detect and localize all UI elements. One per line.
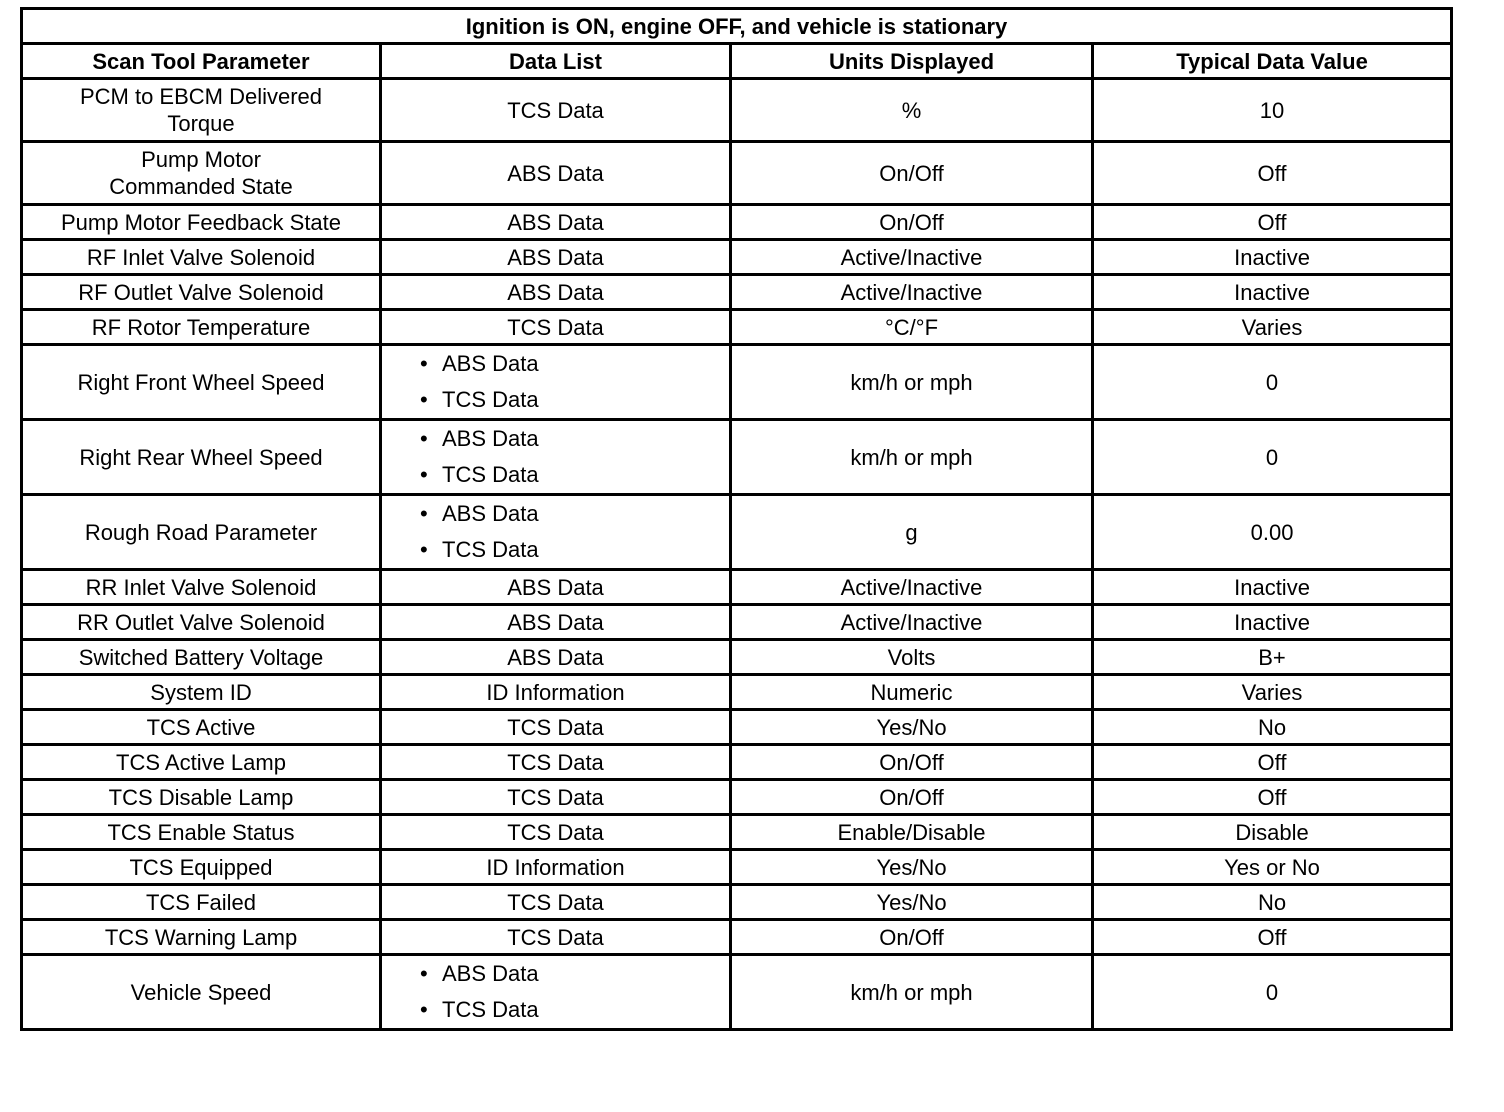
cell-units-displayed: Yes/No [731,710,1093,745]
cell-typical-data-value: Varies [1093,310,1452,345]
cell-scan-tool-parameter: Right Front Wheel Speed [22,345,381,420]
cell-scan-tool-parameter: TCS Active [22,710,381,745]
cell-data-list: TCS Data [381,780,731,815]
cell-typical-data-value: Off [1093,780,1452,815]
cell-scan-tool-parameter: RR Outlet Valve Solenoid [22,605,381,640]
cell-units-displayed: Numeric [731,675,1093,710]
cell-data-list: TCS Data [381,710,731,745]
cell-units-displayed: On/Off [731,745,1093,780]
cell-data-list: TCS Data [381,920,731,955]
data-list-item: • TCS Data [420,457,725,493]
cell-data-list: ABS Data [381,142,731,205]
cell-typical-data-value: 0 [1093,345,1452,420]
table-row [22,710,1452,745]
cell-scan-tool-parameter: System ID [22,675,381,710]
cell-data-list: ABS Data [381,275,731,310]
header-data-list: Data List [381,44,731,79]
table-row [22,675,1452,710]
cell-scan-tool-parameter: Vehicle Speed [22,955,381,1030]
cell-data-list: TCS Data [381,310,731,345]
cell-units-displayed: Enable/Disable [731,815,1093,850]
cell-data-list: TCS Data [381,885,731,920]
table-row [22,605,1452,640]
cell-units-displayed: Yes/No [731,850,1093,885]
table-row [22,745,1452,780]
cell-data-list [381,495,731,570]
cell-typical-data-value: Inactive [1093,275,1452,310]
table-row [22,79,1452,142]
cell-units-displayed: Active/Inactive [731,605,1093,640]
cell-scan-tool-parameter: PCM to EBCM Delivered Torque [22,79,381,142]
cell-typical-data-value: Inactive [1093,605,1452,640]
cell-data-list [381,420,731,495]
cell-typical-data-value: No [1093,885,1452,920]
data-list-item: • ABS Data [420,421,725,457]
table-row [22,920,1452,955]
header-scan-tool-parameter: Scan Tool Parameter [22,44,381,79]
cell-units-displayed: On/Off [731,780,1093,815]
table-row [22,850,1452,885]
data-list-item: • TCS Data [420,992,725,1028]
table-row [22,310,1452,345]
cell-data-list: ABS Data [381,240,731,275]
scan-tool-data-table [20,7,1453,1031]
data-list-item: • ABS Data [420,956,725,992]
cell-scan-tool-parameter: RR Inlet Valve Solenoid [22,570,381,605]
table-row [22,570,1452,605]
cell-typical-data-value: Inactive [1093,570,1452,605]
cell-units-displayed: Active/Inactive [731,275,1093,310]
cell-typical-data-value: 10 [1093,79,1452,142]
cell-scan-tool-parameter: Right Rear Wheel Speed [22,420,381,495]
cell-units-displayed: Volts [731,640,1093,675]
cell-data-list: ABS Data [381,570,731,605]
cell-typical-data-value: Varies [1093,675,1452,710]
cell-scan-tool-parameter: RF Inlet Valve Solenoid [22,240,381,275]
table-row [22,420,1452,495]
title-row [22,9,1452,44]
cell-units-displayed: On/Off [731,920,1093,955]
cell-data-list: ABS Data [381,605,731,640]
table-body [22,79,1452,1030]
cell-data-list: ABS Data [381,205,731,240]
cell-scan-tool-parameter: TCS Active Lamp [22,745,381,780]
cell-typical-data-value: 0.00 [1093,495,1452,570]
cell-scan-tool-parameter: Rough Road Parameter [22,495,381,570]
cell-scan-tool-parameter: Pump Motor Commanded State [22,142,381,205]
cell-typical-data-value: No [1093,710,1452,745]
cell-data-list [381,345,731,420]
cell-typical-data-value: Off [1093,920,1452,955]
header-row [22,44,1452,79]
cell-units-displayed: km/h or mph [731,420,1093,495]
cell-scan-tool-parameter: RF Rotor Temperature [22,310,381,345]
cell-typical-data-value: 0 [1093,955,1452,1030]
data-list-bullets [386,496,725,568]
cell-data-list: ID Information [381,675,731,710]
cell-scan-tool-parameter: TCS Equipped [22,850,381,885]
table-row [22,885,1452,920]
cell-scan-tool-parameter: TCS Failed [22,885,381,920]
table-row [22,640,1452,675]
cell-typical-data-value: B+ [1093,640,1452,675]
cell-data-list: ABS Data [381,640,731,675]
data-list-bullets [386,346,725,418]
cell-typical-data-value: Yes or No [1093,850,1452,885]
cell-scan-tool-parameter: RF Outlet Valve Solenoid [22,275,381,310]
cell-typical-data-value: Off [1093,745,1452,780]
cell-scan-tool-parameter: TCS Enable Status [22,815,381,850]
table-row [22,205,1452,240]
data-list-bullets [386,421,725,493]
cell-scan-tool-parameter: Pump Motor Feedback State [22,205,381,240]
cell-units-displayed: Active/Inactive [731,240,1093,275]
data-list-item: • ABS Data [420,346,725,382]
cell-scan-tool-parameter: Switched Battery Voltage [22,640,381,675]
table-title: Ignition is ON, engine OFF, and vehicle is stationary [22,9,1452,44]
header-units-displayed: Units Displayed [731,44,1093,79]
cell-units-displayed: Active/Inactive [731,570,1093,605]
table-row [22,815,1452,850]
cell-data-list: TCS Data [381,79,731,142]
table-row [22,345,1452,420]
cell-units-displayed: On/Off [731,142,1093,205]
table-row [22,142,1452,205]
cell-units-displayed: km/h or mph [731,955,1093,1030]
cell-typical-data-value: Off [1093,205,1452,240]
cell-units-displayed: On/Off [731,205,1093,240]
cell-typical-data-value: Inactive [1093,240,1452,275]
cell-data-list: ID Information [381,850,731,885]
data-list-item: • ABS Data [420,496,725,532]
cell-typical-data-value: 0 [1093,420,1452,495]
cell-typical-data-value: Off [1093,142,1452,205]
cell-units-displayed: °C/°F [731,310,1093,345]
cell-data-list: TCS Data [381,745,731,780]
cell-data-list [381,955,731,1030]
cell-units-displayed: km/h or mph [731,345,1093,420]
data-list-item: • TCS Data [420,382,725,418]
cell-units-displayed: g [731,495,1093,570]
cell-units-displayed: Yes/No [731,885,1093,920]
data-list-item: • TCS Data [420,532,725,568]
cell-units-displayed: % [731,79,1093,142]
header-typical-data-value: Typical Data Value [1093,44,1452,79]
table-row [22,955,1452,1030]
table-row [22,495,1452,570]
table-row [22,780,1452,815]
cell-scan-tool-parameter: TCS Disable Lamp [22,780,381,815]
data-list-bullets [386,956,725,1028]
cell-scan-tool-parameter: TCS Warning Lamp [22,920,381,955]
table-row [22,275,1452,310]
cell-data-list: TCS Data [381,815,731,850]
cell-typical-data-value: Disable [1093,815,1452,850]
table-row [22,240,1452,275]
